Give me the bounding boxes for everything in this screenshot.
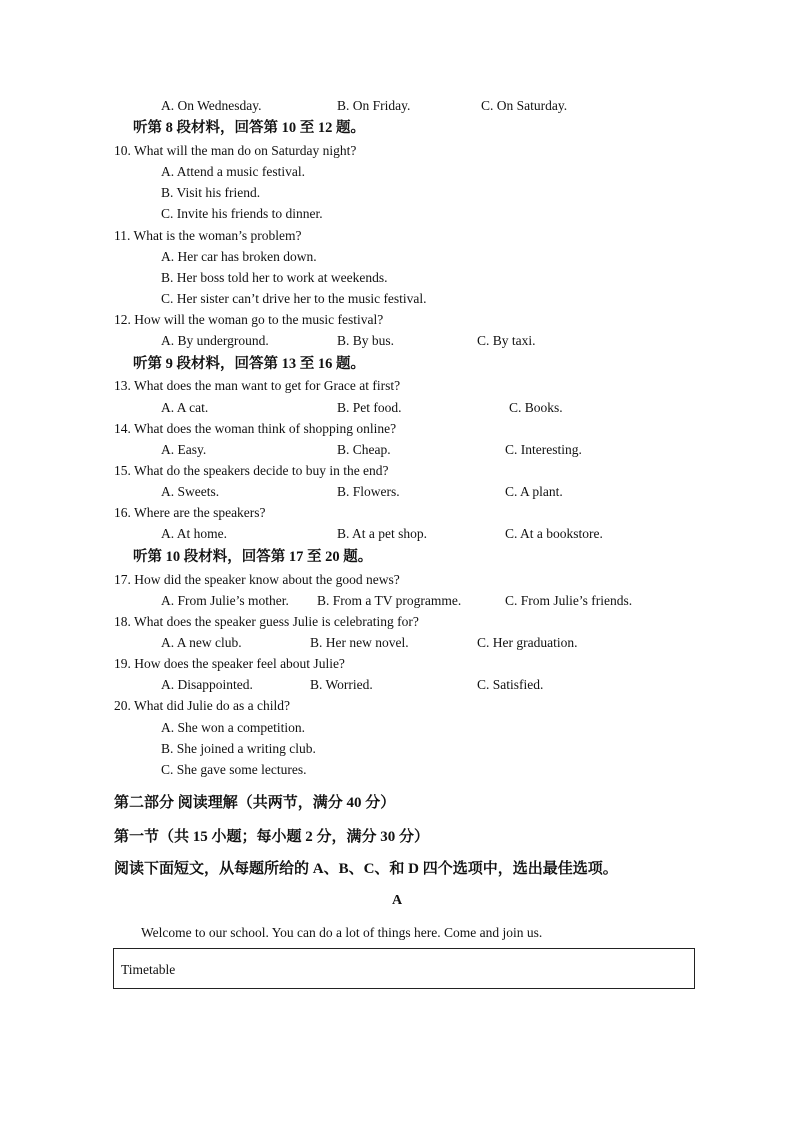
section-header: 听第 10 段材料，回答第 17 至 20 题。 [133, 549, 373, 565]
option-a: A. Easy. [161, 442, 207, 457]
passage-intro: Welcome to our school. You can do a lot of things here. Come and join us. [141, 925, 543, 940]
part2-title: 第二部分 阅读理解（共两节，满分 40 分） [114, 795, 396, 811]
option-b: B. At a pet shop. [337, 526, 427, 541]
option-c: C. Her graduation. [477, 635, 578, 650]
section-header: 听第 9 段材料，回答第 13 至 16 题。 [133, 356, 365, 372]
option-b: B. Cheap. [337, 442, 391, 457]
question: 15. What do the speakers decide to buy in the end? [114, 463, 389, 478]
option-c: C. Satisfied. [477, 677, 544, 692]
option-a: A. Disappointed. [161, 677, 253, 692]
option-a: A. From Julie’s mother. [161, 593, 289, 608]
question: 11. What is the woman’s problem? [114, 228, 302, 243]
option-a: A. On Wednesday. [161, 98, 262, 113]
question: 20. What did Julie do as a child? [114, 698, 290, 713]
option: B. Visit his friend. [161, 185, 261, 200]
option-a: A. Sweets. [161, 484, 220, 499]
option-c: C. A plant. [505, 484, 563, 499]
section-header: 听第 8 段材料，回答第 10 至 12 题。 [133, 120, 365, 136]
option: A. She won a competition. [161, 720, 305, 735]
passage-label: A [391, 893, 403, 908]
question: 12. How will the woman go to the music festival? [114, 312, 384, 327]
option: C. Her sister can’t drive her to the music festival. [161, 291, 427, 306]
option-b: B. On Friday. [337, 98, 411, 113]
option-b: B. Her new novel. [310, 635, 409, 650]
option: B. She joined a writing club. [161, 741, 316, 756]
option-a: A. A new club. [161, 635, 242, 650]
option-b: B. Flowers. [337, 484, 400, 499]
option: A. Her car has broken down. [161, 249, 317, 264]
option: C. She gave some lectures. [161, 762, 307, 777]
timetable-label: Timetable [121, 962, 176, 977]
option: A. Attend a music festival. [161, 164, 305, 179]
option-a: A. By underground. [161, 333, 269, 348]
option-c: C. At a bookstore. [505, 526, 603, 541]
question: 10. What will the man do on Saturday night? [114, 143, 357, 158]
question: 19. How does the speaker feel about Julie? [114, 656, 345, 671]
option-c: C. By taxi. [477, 333, 536, 348]
question: 16. Where are the speakers? [114, 505, 266, 520]
question: 18. What does the speaker guess Julie is celebrating for? [114, 614, 419, 629]
option-b: B. Pet food. [337, 400, 402, 415]
option: C. Invite his friends to dinner. [161, 206, 323, 221]
timetable-box [113, 948, 695, 989]
reading-instruction: 阅读下面短文，从每题所给的 A、B、C、和 D 四个选项中，选出最佳选项。 [114, 861, 618, 877]
option-b: B. By bus. [337, 333, 395, 348]
option-b: B. From a TV programme. [317, 593, 462, 608]
option-c: C. Books. [509, 400, 563, 415]
option-c: C. Interesting. [505, 442, 582, 457]
question: 17. How did the speaker know about the good news? [114, 572, 400, 587]
section1-title: 第一节（共 15 小题；每小题 2 分，满分 30 分） [114, 829, 430, 845]
option: B. Her boss told her to work at weekends. [161, 270, 388, 285]
option-c: C. From Julie’s friends. [505, 593, 633, 608]
option-a: A. A cat. [161, 400, 209, 415]
option-c: C. On Saturday. [481, 98, 568, 113]
option-b: B. Worried. [310, 677, 373, 692]
question: 14. What does the woman think of shopping online? [114, 421, 397, 436]
option-a: A. At home. [161, 526, 227, 541]
question: 13. What does the man want to get for Grace at first? [114, 378, 401, 393]
